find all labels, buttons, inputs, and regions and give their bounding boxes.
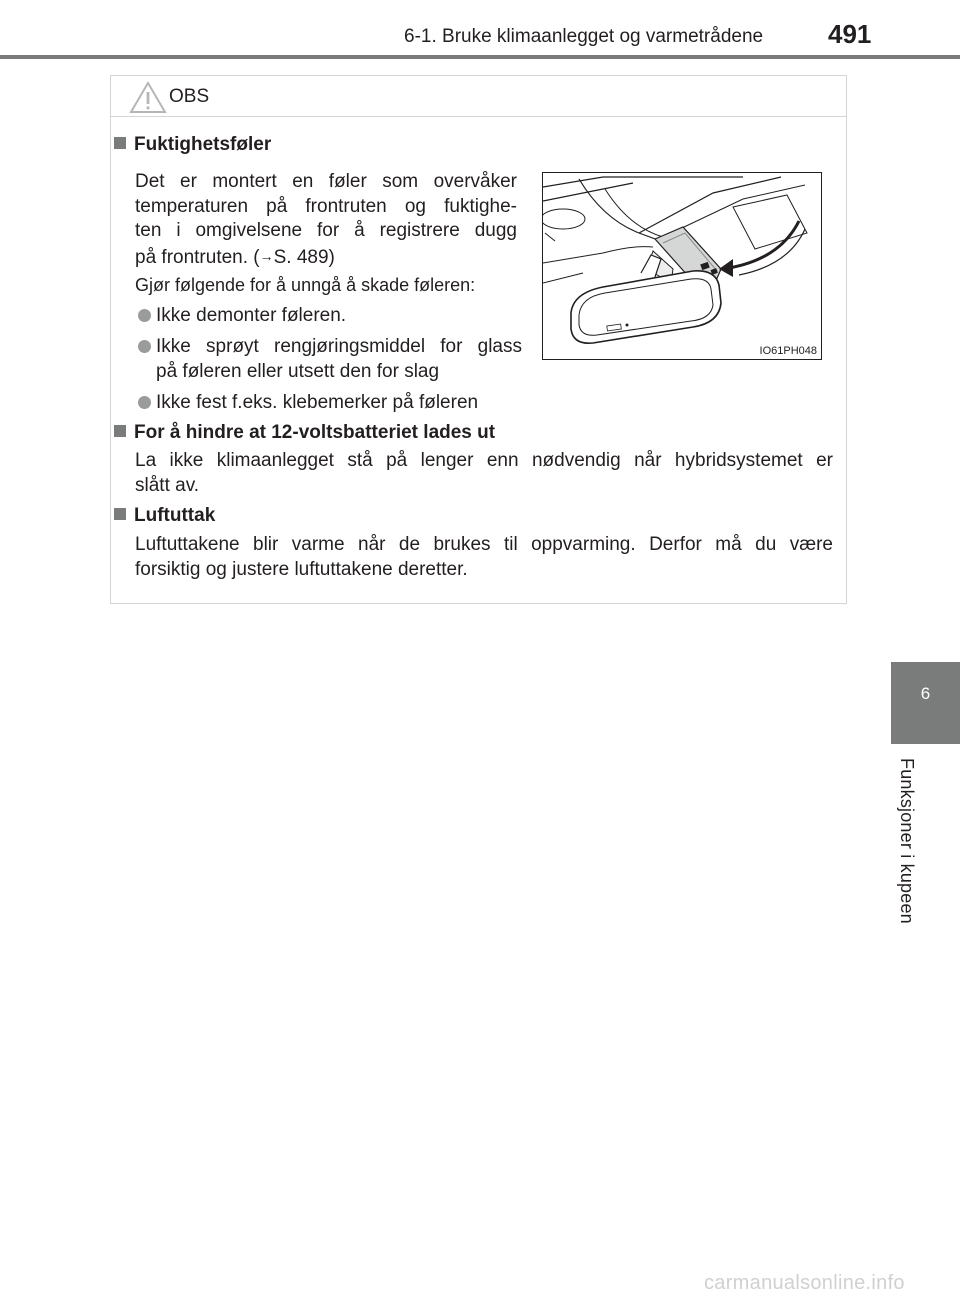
vents-para-line-2: forsiktig og justere luftuttakene deretter.: [135, 558, 468, 580]
battery-para-line-2: slått av.: [135, 474, 200, 496]
section-heading-battery: [114, 422, 495, 444]
notice-header: [111, 76, 846, 117]
warning-triangle-icon: [129, 81, 167, 114]
watermark: carmanualsonline.info: [704, 1272, 905, 1294]
page-number: 491: [828, 19, 872, 49]
heading-text: For å hindre at 12-voltsbatteriet lades ut: [134, 422, 496, 443]
heading-text: Luftuttak: [134, 505, 216, 526]
bullet-icon: [138, 340, 151, 353]
battery-para-line-1: La ikke klimaanlegget stå på lenger enn nødvendig når hybridsystemet er: [135, 450, 833, 471]
humidity-bullet-3: Ikke fest f.eks. klebemerker på føleren: [156, 392, 479, 413]
bullet-icon: [138, 309, 151, 322]
humidity-para-line-2: temperaturen på frontruten og fuktighe-: [135, 195, 517, 217]
figure-code: IO61PH048: [759, 345, 817, 357]
section-heading-vents: [114, 505, 215, 527]
section-heading-humidity: [114, 134, 271, 156]
header-rule: [0, 55, 960, 59]
square-bullet-icon: [114, 137, 126, 149]
heading-text: Fuktighetsføler: [134, 134, 272, 155]
humidity-para-line-4: [135, 244, 517, 271]
bullet-icon: [138, 396, 151, 409]
chapter-number: 6: [920, 684, 931, 703]
chapter-tab: [891, 662, 960, 744]
square-bullet-icon: [114, 508, 126, 520]
page-header-title: 6-1. Bruke klimaanlegget og varmetrådene: [404, 26, 764, 47]
humidity-para-line-1: Det er montert en føler som overvåker: [135, 171, 517, 192]
notice-label: OBS: [169, 86, 210, 107]
humidity-sensor-illustration: [542, 172, 822, 360]
humidity-intro: Gjør følgende for å unngå å skade føleren:: [135, 275, 476, 295]
page-reference: S. 489): [273, 246, 335, 268]
chapter-label: Funksjoner i kupeen: [897, 758, 917, 924]
arrow-right-icon: →: [259, 247, 274, 264]
humidity-bullet-2-line-2: på føleren eller utsett den for slag: [156, 360, 440, 382]
humidity-bullet-2-line-1: Ikke sprøyt rengjøringsmiddel for glass: [156, 336, 522, 357]
vents-para-line-1: Luftuttakene blir varme når de brukes til oppvarming. Derfor må du være: [135, 534, 833, 555]
humidity-bullet-1: Ikke demonter føleren.: [156, 305, 347, 326]
mirror-sensor-drawing: [543, 173, 821, 359]
square-bullet-icon: [114, 425, 126, 437]
ref-prefix: på frontruten. (: [135, 246, 260, 268]
humidity-para-line-3: ten i omgivelsene for å registrere dugg: [135, 220, 517, 241]
